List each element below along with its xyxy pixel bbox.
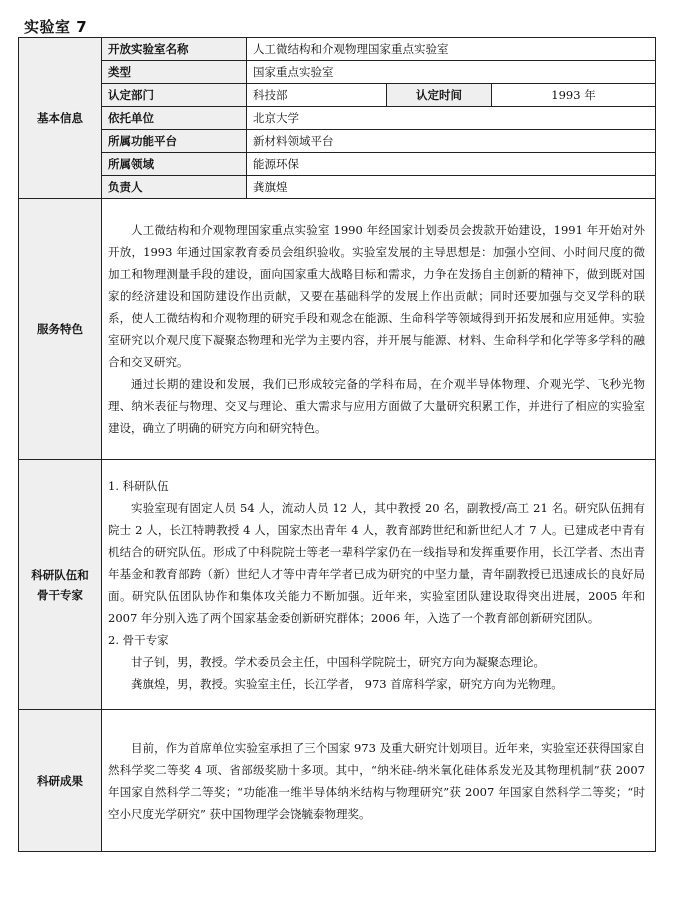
type-label: 类型 [102,61,247,84]
service-paragraph-1: 人工微结构和介观物理国家重点实验室 1990 年经国家计划委员会拨款开始建设，1991 年开始对外开放，1993 年通过国家教育委员会组织验收。实验室发展的主导思想是：加强小空间、小时间尺度的微加工和物理测量手段的建设，面向国家重大战略目标和需求，力争在发扬自主创新的精神下，做到既对国家的经济建设和国防建设作出贡献，又要在基础科学的发展上作出贡献；同时还要加强与交叉学科的联系，使人工微结构和介观物理的研究手段和观念在能源、生命科学等领域得到开拓发展和应用延伸。实验室研究以介观尺度下凝聚态物理和光学为主要内容，并开展与能源、材料、生命科学和化学等多学科的融合和交叉研究。 [108,223,645,369]
host-label: 依托单位 [102,107,247,130]
team-content [102,460,656,710]
expert-2: 龚旗煌，男，教授。实验室主任，长江学者， 973 首席科学家，研究方向为光物理。 [131,676,563,691]
service-paragraph-2: 通过长期的建设和发展，我们已形成较完备的学科布局，在介观半导体物理、介观光学、飞秒光物理、纳米表征与物理、交叉与理论、重大需求与应用方面做了大量研究积累工作，并进行了相应的实验室建设，确立了明确的研究方向和研究特色。 [108,377,645,435]
section-team [19,460,102,710]
section-team-line-2: 骨干专家 [37,587,83,602]
host-value: 北京大学 [247,107,656,130]
dept-label: 认定部门 [102,84,247,107]
leader-label: 负责人 [102,176,247,199]
type-value: 国家重点实验室 [247,61,656,84]
team-heading-2: 2. 骨干专家 [108,632,169,647]
expert-1: 甘子钊，男，教授。学术委员会主任，中国科学院院士，研究方向为凝聚态理论。 [131,654,545,669]
service-content [102,199,656,460]
leader-value: 龚旗煌 [247,176,656,199]
date-value: 1993 年 [492,84,656,107]
field-value: 能源环保 [247,153,656,176]
section-results: 科研成果 [19,710,102,852]
platform-value: 新材料领域平台 [247,130,656,153]
date-label: 认定时间 [387,84,492,107]
results-content [102,710,656,852]
lab-info-table [18,37,656,852]
section-basic-info: 基本信息 [19,38,102,199]
lab-name-label: 开放实验室名称 [102,38,247,61]
results-paragraph-1: 目前，作为首席单位实验室承担了三个国家 973 及重大研究计划项目。近年来，实验室还获得国家自然科学奖二等奖 4 项、省部级奖励十多项。其中，“纳米硅-纳米氧化硅体系发光及其物理机制”获 2007 年国家自然科学二等奖；“功能准一维半导体纳米结构与物理研究”获 2007 年国家自然科学二等奖；“时空小尺度光学研究” 获中国物理学会饶毓泰物理奖。 [108,740,645,821]
platform-label: 所属功能平台 [102,130,247,153]
team-heading-1: 1. 科研队伍 [108,478,169,493]
dept-value: 科技部 [247,84,387,107]
page-title: 实验室 7 [24,18,88,36]
section-team-line-1: 科研队伍和 [31,567,89,582]
lab-name-value: 人工微结构和介观物理国家重点实验室 [247,38,656,61]
section-service: 服务特色 [19,199,102,460]
team-paragraph-1: 实验室现有固定人员 54 人，流动人员 12 人，其中教授 20 名，副教授/高工 21 名。研究队伍拥有院士 2 人，长江特聘教授 4 人，国家杰出青年 4 人，教育部跨世纪和新世纪人才 7 人。已建成老中青有机结合的研究队伍。形成了中科院院士等老一辈科学家仍在一线指导和发挥重要作用，长江学者、杰出青年基金和教育部跨（新）世纪人才等中青年学者已成为研究的中坚力量，青年副教授已迅速成长的良好局面。研究队伍团队协作和集体攻关能力不断加强。近年来，实验室团队建设取得突出进展，2005 年和 2007 年分别入选了两个国家基金委创新研究群体；2006 年，入选了一个教育部创新研究团队。 [108,500,645,625]
field-label: 所属领域 [102,153,247,176]
